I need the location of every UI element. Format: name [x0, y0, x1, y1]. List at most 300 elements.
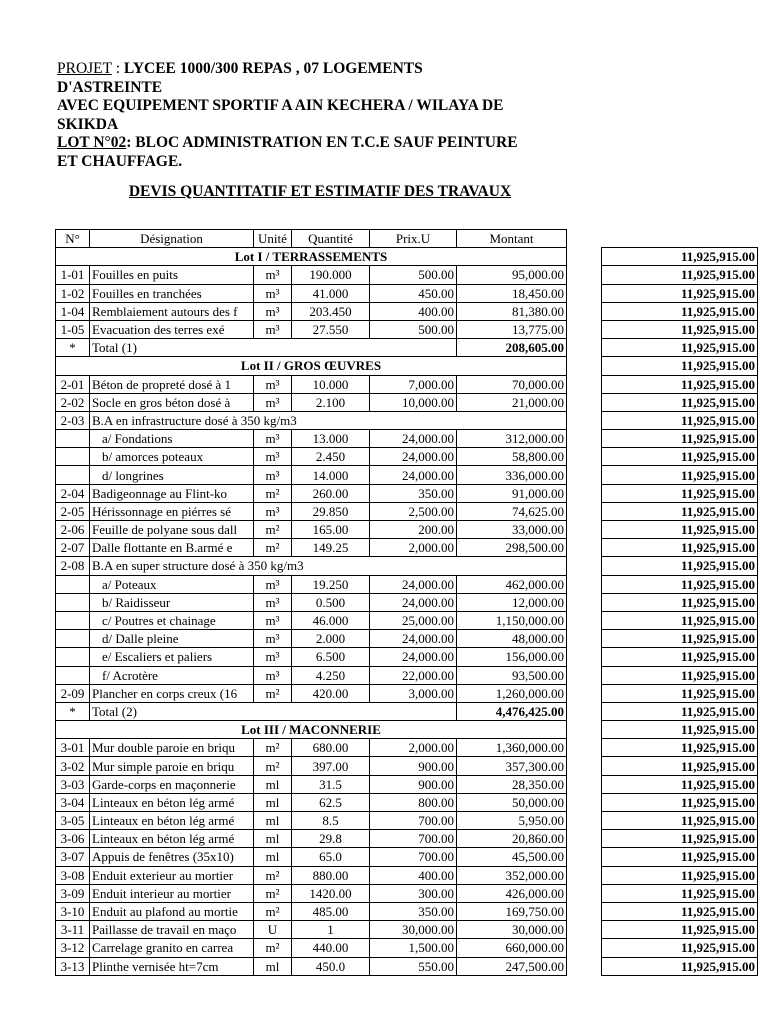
item-designation: Evacuation des terres exé [90, 320, 254, 338]
item-unit: ml [254, 848, 292, 866]
item-unit-price: 2,000.00 [370, 539, 457, 557]
lot-title-row [56, 357, 758, 375]
table-row [56, 793, 758, 811]
item-unit: m³ [254, 611, 292, 629]
side-total: 11,925,915.00 [602, 957, 758, 975]
table-row [56, 266, 758, 284]
item-number: 2-08 [56, 557, 90, 575]
item-designation: Garde-corps en maçonnerie [90, 775, 254, 793]
item-amount: 48,000.00 [457, 630, 567, 648]
item-quantity: 14.000 [292, 466, 370, 484]
side-total: 11,925,915.00 [602, 248, 758, 266]
item-unit: m³ [254, 320, 292, 338]
item-quantity: 2.450 [292, 448, 370, 466]
item-number [56, 575, 90, 593]
total-marker: * [56, 339, 90, 357]
item-unit-price: 30,000.00 [370, 921, 457, 939]
item-designation: f/ Acrotère [90, 666, 254, 684]
item-designation: Carrelage granito en carrea [90, 939, 254, 957]
gap-cell [567, 648, 602, 666]
item-unit: ml [254, 775, 292, 793]
item-unit-price: 400.00 [370, 302, 457, 320]
item-unit: m³ [254, 593, 292, 611]
table-row [56, 284, 758, 302]
gap-cell [567, 902, 602, 920]
side-total: 11,925,915.00 [602, 648, 758, 666]
item-unit-price: 24,000.00 [370, 466, 457, 484]
table-row [56, 557, 758, 575]
item-designation: Linteaux en béton lég armé [90, 812, 254, 830]
item-designation: d/ longrines [90, 466, 254, 484]
item-designation: Linteaux en béton lég armé [90, 793, 254, 811]
item-unit-price: 900.00 [370, 775, 457, 793]
gap-cell [567, 448, 602, 466]
gap-cell [567, 775, 602, 793]
item-unit-price: 24,000.00 [370, 648, 457, 666]
item-number: 1-04 [56, 302, 90, 320]
item-amount: 81,380.00 [457, 302, 567, 320]
gap-cell [567, 757, 602, 775]
item-designation: e/ Escaliers et paliers [90, 648, 254, 666]
item-quantity: 41.000 [292, 284, 370, 302]
table-row [56, 630, 758, 648]
gap-cell [567, 593, 602, 611]
item-unit: m³ [254, 375, 292, 393]
item-designation: Enduit interieur au mortier [90, 884, 254, 902]
table-row [56, 430, 758, 448]
item-amount: 74,625.00 [457, 502, 567, 520]
item-number: 2-05 [56, 502, 90, 520]
item-number: 2-07 [56, 539, 90, 557]
item-unit: m² [254, 939, 292, 957]
gap-cell [567, 521, 602, 539]
side-total: 11,925,915.00 [602, 593, 758, 611]
item-unit-price: 24,000.00 [370, 430, 457, 448]
gap-cell [567, 484, 602, 502]
item-amount: 30,000.00 [457, 921, 567, 939]
item-amount: 426,000.00 [457, 884, 567, 902]
item-number: 2-04 [56, 484, 90, 502]
item-designation: Feuille de polyane sous dall [90, 521, 254, 539]
item-number: 3-08 [56, 866, 90, 884]
item-unit-price: 350.00 [370, 484, 457, 502]
item-unit: ml [254, 812, 292, 830]
document-subtitle: DEVIS QUANTITATIF ET ESTIMATIF DES TRAVAUX [128, 183, 512, 200]
item-amount: 28,350.00 [457, 775, 567, 793]
gap-cell [567, 230, 602, 248]
item-unit: m² [254, 684, 292, 702]
side-total: 11,925,915.00 [602, 393, 758, 411]
lot-line-1 [57, 134, 587, 153]
item-unit: m³ [254, 302, 292, 320]
table-row [56, 484, 758, 502]
item-quantity: 19.250 [292, 575, 370, 593]
col-header-designation: Désignation [90, 230, 254, 248]
item-quantity: 31.5 [292, 775, 370, 793]
gap-cell [567, 684, 602, 702]
gap-cell [567, 793, 602, 811]
projet-label: PROJET [57, 60, 112, 77]
side-total: 11,925,915.00 [602, 902, 758, 920]
gap-cell [567, 557, 602, 575]
item-number: 3-05 [56, 812, 90, 830]
table-row [56, 302, 758, 320]
table-row [56, 539, 758, 557]
item-unit: m³ [254, 430, 292, 448]
item-amount: 247,500.00 [457, 957, 567, 975]
item-unit: m³ [254, 575, 292, 593]
table-row [56, 375, 758, 393]
item-unit-price: 7,000.00 [370, 375, 457, 393]
item-unit: m³ [254, 466, 292, 484]
item-number [56, 430, 90, 448]
item-quantity: 149.25 [292, 539, 370, 557]
project-line-1 [57, 60, 587, 79]
table-row [56, 848, 758, 866]
gap-cell [567, 939, 602, 957]
gap-cell [567, 302, 602, 320]
table-row [56, 575, 758, 593]
item-number: 2-06 [56, 521, 90, 539]
gap-cell [567, 284, 602, 302]
item-designation: Remblaiement autours des f [90, 302, 254, 320]
lot-line-2: ET CHAUFFAGE. [57, 152, 183, 170]
item-unit-price: 1,500.00 [370, 939, 457, 957]
gap-cell [567, 721, 602, 739]
table-row [56, 830, 758, 848]
item-amount: 660,000.00 [457, 939, 567, 957]
item-number: 3-10 [56, 902, 90, 920]
item-unit-price: 25,000.00 [370, 611, 457, 629]
table-row [56, 320, 758, 338]
gap-cell [567, 848, 602, 866]
item-quantity: 165.00 [292, 521, 370, 539]
item-quantity: 13.000 [292, 430, 370, 448]
item-amount: 1,150,000.00 [457, 611, 567, 629]
item-number: 1-02 [56, 284, 90, 302]
item-number: 3-06 [56, 830, 90, 848]
table-row [56, 666, 758, 684]
item-unit-price: 3,000.00 [370, 684, 457, 702]
table-row [56, 593, 758, 611]
item-amount: 20,860.00 [457, 830, 567, 848]
col-header-no: N° [56, 230, 90, 248]
item-designation: B.A en super structure dosé à 350 kg/m3 [90, 557, 567, 575]
item-amount: 169,750.00 [457, 902, 567, 920]
item-quantity: 397.00 [292, 757, 370, 775]
item-quantity: 4.250 [292, 666, 370, 684]
side-total: 11,925,915.00 [602, 921, 758, 939]
side-total: 11,925,915.00 [602, 721, 758, 739]
table-row [56, 611, 758, 629]
item-amount: 93,500.00 [457, 666, 567, 684]
item-number: 1-05 [56, 320, 90, 338]
total-row [56, 702, 758, 720]
side-total: 11,925,915.00 [602, 611, 758, 629]
side-total: 11,925,915.00 [602, 775, 758, 793]
item-number: 3-09 [56, 884, 90, 902]
table-header-row [56, 230, 758, 248]
side-total: 11,925,915.00 [602, 466, 758, 484]
table-row [56, 393, 758, 411]
side-total: 11,925,915.00 [602, 702, 758, 720]
item-amount: 1,360,000.00 [457, 739, 567, 757]
gap-cell [567, 630, 602, 648]
project-line-4: SKIKDA [57, 115, 119, 133]
item-unit-price: 400.00 [370, 866, 457, 884]
item-unit-price: 24,000.00 [370, 630, 457, 648]
item-number [56, 448, 90, 466]
item-amount: 352,000.00 [457, 866, 567, 884]
item-quantity: 46.000 [292, 611, 370, 629]
table-row [56, 939, 758, 957]
item-number [56, 648, 90, 666]
projet-title: LYCEE 1000/300 REPAS , 07 LOGEMENTS [123, 60, 423, 77]
gap-cell [567, 611, 602, 629]
item-unit-price: 700.00 [370, 848, 457, 866]
item-number: 3-11 [56, 921, 90, 939]
item-quantity: 62.5 [292, 793, 370, 811]
item-amount: 21,000.00 [457, 393, 567, 411]
item-number: 3-01 [56, 739, 90, 757]
gap-cell [567, 921, 602, 939]
item-number: 1-01 [56, 266, 90, 284]
item-number [56, 466, 90, 484]
side-total: 11,925,915.00 [602, 430, 758, 448]
item-amount: 70,000.00 [457, 375, 567, 393]
item-number: 2-03 [56, 411, 90, 429]
lot-title-row [56, 248, 758, 266]
item-number: 3-02 [56, 757, 90, 775]
item-unit: m³ [254, 502, 292, 520]
gap-cell [567, 320, 602, 338]
project-line-3: AVEC EQUIPEMENT SPORTIF A AIN KECHERA / WILAYA DE [57, 97, 504, 114]
side-total: 11,925,915.00 [602, 302, 758, 320]
total-row [56, 339, 758, 357]
item-unit-price: 700.00 [370, 812, 457, 830]
item-amount: 91,000.00 [457, 484, 567, 502]
total-amount: 208,605.00 [457, 339, 567, 357]
item-amount: 45,500.00 [457, 848, 567, 866]
item-quantity: 450.0 [292, 957, 370, 975]
project-line-2: D'ASTREINTE [57, 78, 163, 96]
item-number [56, 666, 90, 684]
table-row [56, 739, 758, 757]
item-unit: m² [254, 884, 292, 902]
item-unit-price: 700.00 [370, 830, 457, 848]
item-quantity: 10.000 [292, 375, 370, 393]
table-row [56, 902, 758, 920]
gap-cell [567, 502, 602, 520]
item-quantity: 2.000 [292, 630, 370, 648]
gap-cell [567, 866, 602, 884]
gap-cell [567, 411, 602, 429]
table-row [56, 775, 758, 793]
item-amount: 58,800.00 [457, 448, 567, 466]
col-header-unite: Unité [254, 230, 292, 248]
item-amount: 1,260,000.00 [457, 684, 567, 702]
item-number [56, 630, 90, 648]
table-row [56, 502, 758, 520]
item-designation: b/ amorces poteaux [90, 448, 254, 466]
item-designation: Plancher en corps creux (16 [90, 684, 254, 702]
item-amount: 33,000.00 [457, 521, 567, 539]
table-row [56, 411, 758, 429]
side-total: 11,925,915.00 [602, 284, 758, 302]
item-amount: 12,000.00 [457, 593, 567, 611]
table-row [56, 521, 758, 539]
gap-cell [567, 466, 602, 484]
item-unit-price: 2,000.00 [370, 739, 457, 757]
side-total: 11,925,915.00 [602, 793, 758, 811]
gap-cell [567, 739, 602, 757]
item-amount: 50,000.00 [457, 793, 567, 811]
item-unit-price: 200.00 [370, 521, 457, 539]
gap-cell [567, 884, 602, 902]
table-row [56, 684, 758, 702]
item-number: 3-03 [56, 775, 90, 793]
total-label: Total (2) [90, 702, 457, 720]
lot-label: LOT N°02 [57, 134, 127, 151]
item-amount: 312,000.00 [457, 430, 567, 448]
devis-table [55, 229, 758, 976]
item-number [56, 611, 90, 629]
item-unit: m³ [254, 284, 292, 302]
item-number: 3-04 [56, 793, 90, 811]
item-designation: c/ Poutres et chainage [90, 611, 254, 629]
side-total: 11,925,915.00 [602, 666, 758, 684]
item-number [56, 593, 90, 611]
side-total: 11,925,915.00 [602, 757, 758, 775]
side-total: 11,925,915.00 [602, 884, 758, 902]
gap-cell [567, 266, 602, 284]
item-unit-price: 24,000.00 [370, 448, 457, 466]
item-unit-price: 24,000.00 [370, 575, 457, 593]
gap-cell [567, 430, 602, 448]
side-total: 11,925,915.00 [602, 320, 758, 338]
item-quantity: 29.8 [292, 830, 370, 848]
item-designation: Fouilles en tranchées [90, 284, 254, 302]
side-total: 11,925,915.00 [602, 848, 758, 866]
item-quantity: 27.550 [292, 320, 370, 338]
gap-cell [567, 957, 602, 975]
item-number: 3-13 [56, 957, 90, 975]
item-quantity: 680.00 [292, 739, 370, 757]
side-total: 11,925,915.00 [602, 812, 758, 830]
table-row [56, 957, 758, 975]
item-unit: m³ [254, 630, 292, 648]
item-designation: Hérissonnage en piérres sé [90, 502, 254, 520]
item-quantity: 65.0 [292, 848, 370, 866]
item-designation: Enduit au plafond au mortie [90, 902, 254, 920]
item-amount: 5,950.00 [457, 812, 567, 830]
gap-cell [567, 812, 602, 830]
table-row [56, 448, 758, 466]
item-unit: m² [254, 739, 292, 757]
item-amount: 156,000.00 [457, 648, 567, 666]
item-unit: m² [254, 484, 292, 502]
item-quantity: 0.500 [292, 593, 370, 611]
projet-separator: : [111, 60, 124, 77]
gap-cell [567, 702, 602, 720]
gap-cell [567, 830, 602, 848]
item-unit: ml [254, 793, 292, 811]
total-label: Total (1) [90, 339, 457, 357]
side-total: 11,925,915.00 [602, 575, 758, 593]
item-unit-price: 300.00 [370, 884, 457, 902]
total-amount: 4,476,425.00 [457, 702, 567, 720]
item-unit: m³ [254, 266, 292, 284]
side-total: 11,925,915.00 [602, 375, 758, 393]
item-designation: Appuis de fenêtres (35x10) [90, 848, 254, 866]
side-total: 11,925,915.00 [602, 448, 758, 466]
item-designation: Socle en gros béton dosé à [90, 393, 254, 411]
item-amount: 13,775.00 [457, 320, 567, 338]
item-designation: B.A en infrastructure dosé à 350 kg/m3 [90, 411, 567, 429]
item-designation: d/ Dalle pleine [90, 630, 254, 648]
gap-cell [567, 666, 602, 684]
lot-title: Lot I / TERRASSEMENTS [56, 248, 567, 266]
item-quantity: 260.00 [292, 484, 370, 502]
item-designation: Enduit exterieur au mortier [90, 866, 254, 884]
side-total: 11,925,915.00 [602, 939, 758, 957]
item-quantity: 6.500 [292, 648, 370, 666]
gap-cell [602, 230, 758, 248]
item-unit-price: 500.00 [370, 266, 457, 284]
item-amount: 336,000.00 [457, 466, 567, 484]
item-amount: 357,300.00 [457, 757, 567, 775]
total-marker: * [56, 702, 90, 720]
side-total: 11,925,915.00 [602, 484, 758, 502]
side-total: 11,925,915.00 [602, 684, 758, 702]
gap-cell [567, 357, 602, 375]
item-number: 2-01 [56, 375, 90, 393]
item-amount: 298,500.00 [457, 539, 567, 557]
item-designation: Mur simple paroie en briqu [90, 757, 254, 775]
gap-cell [567, 339, 602, 357]
item-unit: m³ [254, 393, 292, 411]
item-quantity: 485.00 [292, 902, 370, 920]
table-row [56, 648, 758, 666]
item-unit-price: 550.00 [370, 957, 457, 975]
item-designation: Béton de propreté dosé à 1 [90, 375, 254, 393]
item-quantity: 203.450 [292, 302, 370, 320]
item-unit-price: 900.00 [370, 757, 457, 775]
table-row [56, 812, 758, 830]
item-unit: m³ [254, 666, 292, 684]
item-unit-price: 10,000.00 [370, 393, 457, 411]
item-quantity: 29.850 [292, 502, 370, 520]
item-unit: m² [254, 521, 292, 539]
side-total: 11,925,915.00 [602, 357, 758, 375]
project-header [57, 60, 587, 171]
item-designation: a/ Poteaux [90, 575, 254, 593]
item-unit-price: 24,000.00 [370, 593, 457, 611]
item-unit: U [254, 921, 292, 939]
item-number: 2-09 [56, 684, 90, 702]
item-designation: Plinthe vernisée ht=7cm [90, 957, 254, 975]
lot-title: Lot II / GROS ŒUVRES [56, 357, 567, 375]
side-total: 11,925,915.00 [602, 830, 758, 848]
item-unit: ml [254, 957, 292, 975]
gap-cell [567, 539, 602, 557]
side-total: 11,925,915.00 [602, 557, 758, 575]
item-designation: Paillasse de travail en maço [90, 921, 254, 939]
table-row [56, 866, 758, 884]
item-quantity: 1420.00 [292, 884, 370, 902]
item-quantity: 8.5 [292, 812, 370, 830]
lot-title-row [56, 721, 758, 739]
